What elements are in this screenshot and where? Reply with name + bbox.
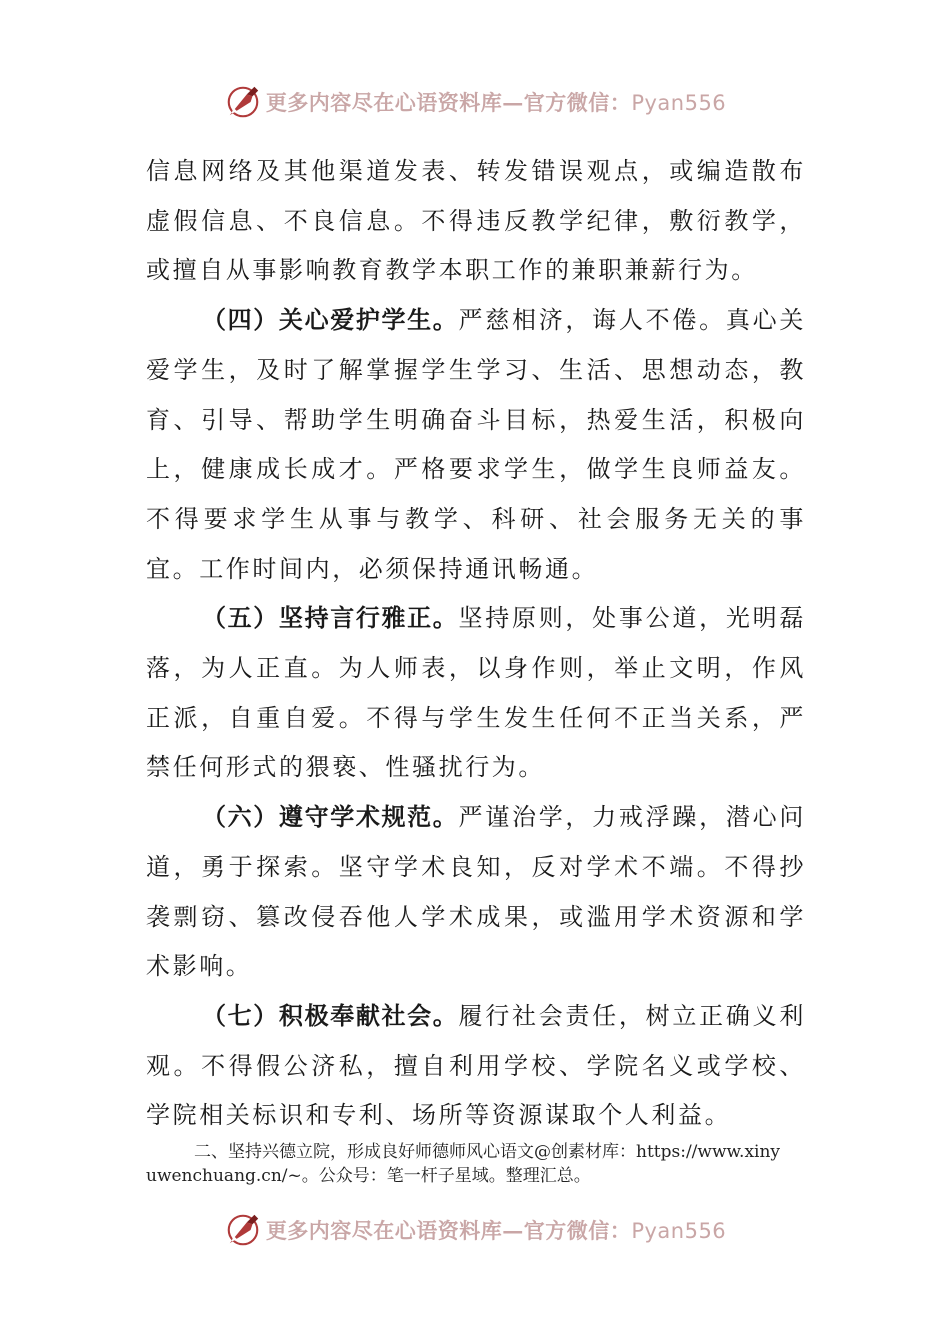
paragraph-text: 履行社会责任，树立正确义利观。不得假公济私，擅自利用学校、学院名义或学校、学院相关标识和专利、场所等资源谋取个人利益。 [146,1001,806,1130]
header-banner-text: 更多内容尽在心语资料库—官方微信：Pyan556 [265,90,727,115]
paragraph-serve-society [146,992,806,1141]
header-banner [0,78,950,126]
pen-nib-logo-icon [224,83,262,121]
footer-banner [0,1206,950,1254]
footnote: 二、坚持兴德立院，形成良好师德师风心语文@创素材库：https://www.xinyuwenchuang.cn/~。公众号：笔一杆子星域。整理汇总。 [146,1142,781,1186]
paragraph-text: 坚持原则，处事公道，光明磊落，为人正直。为人师表，以身作则，举止文明，作风正派，自重自爱。不得与学生发生任何不正当关系，严禁任何形式的猥亵、性骚扰行为。 [146,604,806,782]
paragraph-continuation: 信息网络及其他渠道发表、转发错误观点，或编造散布虚假信息、不良信息。不得违反教学纪律，敷衍教学，或擅自从事影响教育教学本职工作的兼职兼薪行为。 [146,157,806,285]
footer-banner-text: 更多内容尽在心语资料库—官方微信：Pyan556 [265,1218,727,1243]
paragraph-text: 严谨治学，力戒浮躁，潜心问道，勇于探索。坚守学术良知，反对学术不端。不得抄袭剽窃、篡改侵吞他人学术成果，或滥用学术资源和学术影响。 [146,803,806,981]
header-banner-id: Pyan556 [631,91,727,115]
document-body [146,147,806,1141]
paragraph-conduct [146,594,806,793]
paragraph-heading: （五）坚持言行雅正。 [202,604,459,633]
paragraph-text: 严慈相济，诲人不倦。真心关爱学生，及时了解掌握学生学习、生活、思想动态，教育、引导、帮助学生明确奋斗目标，热爱生活，积极向上，健康成长成才。严格要求学生，做学生良师益友。不得要求学生从事与教学、科研、社会服务无关的事宜。工作时间内，必须保持通讯畅通。 [146,306,806,583]
paragraph-heading: （六）遵守学术规范。 [202,803,459,832]
paragraph-heading: （四）关心爱护学生。 [202,306,459,335]
footer-banner-id: Pyan556 [631,1219,727,1243]
paragraph-academic-norms [146,793,806,992]
paragraph-heading: （七）积极奉献社会。 [202,1001,459,1030]
pen-nib-logo-icon [224,1211,262,1249]
paragraph-care-for-students [146,296,806,594]
